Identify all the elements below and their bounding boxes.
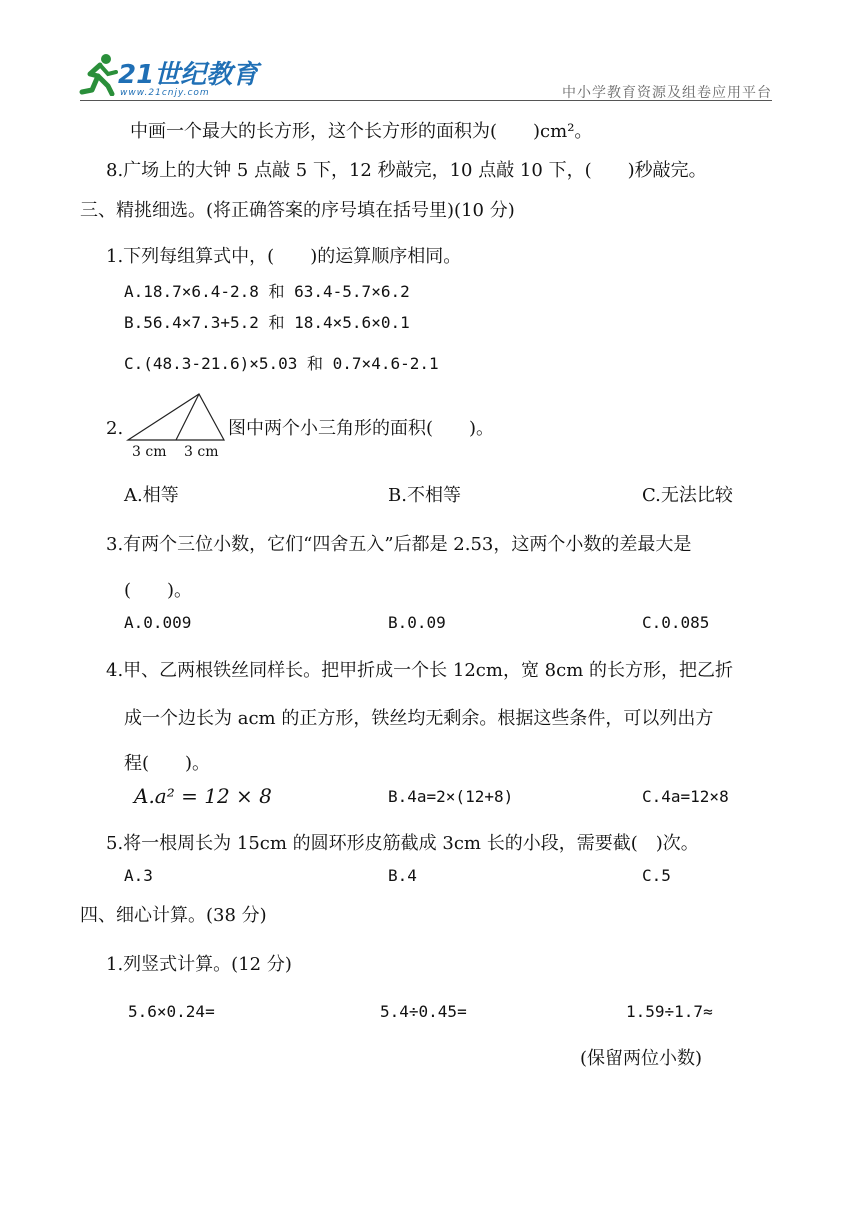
question-3-2-text: 图中两个小三角形的面积( )。 [228, 418, 495, 439]
question-3-5: 5.将一根周长为 15cm 的圆环形皮筋截成 3cm 长的小段，需要截( )次。 [106, 833, 699, 854]
question-3-4-line-2: 成一个边长为 acm 的正方形，铁丝均无剩余。根据这些条件，可以列出方 [124, 708, 714, 729]
section-4-heading: 四、细心计算。(38 分) [80, 905, 267, 926]
option-3-4-c: C.4a=12×8 [642, 787, 729, 806]
platform-name: 中小学教育资源及组卷应用平台 [562, 85, 772, 101]
triangle-base-label-2: 3 cm [184, 444, 219, 460]
header-divider [80, 100, 772, 101]
question-3-4-line-3: 程( )。 [124, 753, 211, 774]
question-3-1: 1.下列每组算式中，( )的运算顺序相同。 [106, 246, 462, 267]
option-3-1-b: B.56.4×7.3+5.2 和 18.4×5.6×0.1 [124, 313, 410, 332]
option-3-3-c: C.0.085 [642, 613, 710, 632]
question-3-3: 3.有两个三位小数，它们“四舍五入”后都是 2.53，这两个小数的差最大是 [106, 534, 692, 555]
section-3-heading: 三、精挑细选。(将正确答案的序号填在括号里)(10 分) [80, 200, 515, 221]
triangle-base-label-1: 3 cm [132, 444, 167, 460]
option-3-3-b: B.0.09 [388, 613, 446, 632]
option-3-1-c: C.(48.3-21.6)×5.03 和 0.7×4.6-2.1 [124, 354, 439, 373]
logo-url: www.21cnjy.com [120, 88, 210, 98]
calc-3: 1.59÷1.7≈ [626, 1002, 713, 1021]
logo-text: 21世纪教育 [118, 60, 259, 90]
option-3-5-c: C.5 [642, 866, 671, 885]
option-3-5-b: B.4 [388, 866, 417, 885]
question-3-4: 4.甲、乙两根铁丝同样长。把甲折成一个长 12cm，宽 8cm 的长方形，把乙折 [106, 660, 733, 681]
calc-2: 5.4÷0.45= [380, 1002, 467, 1021]
question-3-2-number: 2. [106, 418, 124, 439]
question-8: 8.广场上的大钟 5 点敲 5 下，12 秒敲完，10 点敲 10 下，( )秒敲完。 [106, 160, 707, 181]
option-3-4-a: A.a² = 12 × 8 [134, 784, 272, 808]
question-3-3-blank: ( )。 [124, 580, 193, 601]
option-3-2-c: C.无法比较 [642, 485, 733, 506]
option-3-4-b: B.4a=2×(12+8) [388, 787, 514, 806]
option-3-2-b: B.不相等 [388, 485, 461, 506]
running-man-icon [78, 52, 120, 96]
calc-1: 5.6×0.24= [128, 1002, 215, 1021]
option-3-3-a: A.0.009 [124, 613, 192, 632]
question-7-continuation: 中画一个最大的长方形，这个长方形的面积为( )cm²。 [130, 121, 593, 142]
option-3-1-a: A.18.7×6.4-2.8 和 63.4-5.7×6.2 [124, 282, 410, 301]
triangle-figure [124, 392, 228, 444]
calc-3-note: (保留两位小数) [580, 1048, 703, 1069]
question-4-1: 1.列竖式计算。(12 分) [106, 954, 292, 975]
option-3-5-a: A.3 [124, 866, 153, 885]
option-3-2-a: A.相等 [124, 485, 179, 506]
